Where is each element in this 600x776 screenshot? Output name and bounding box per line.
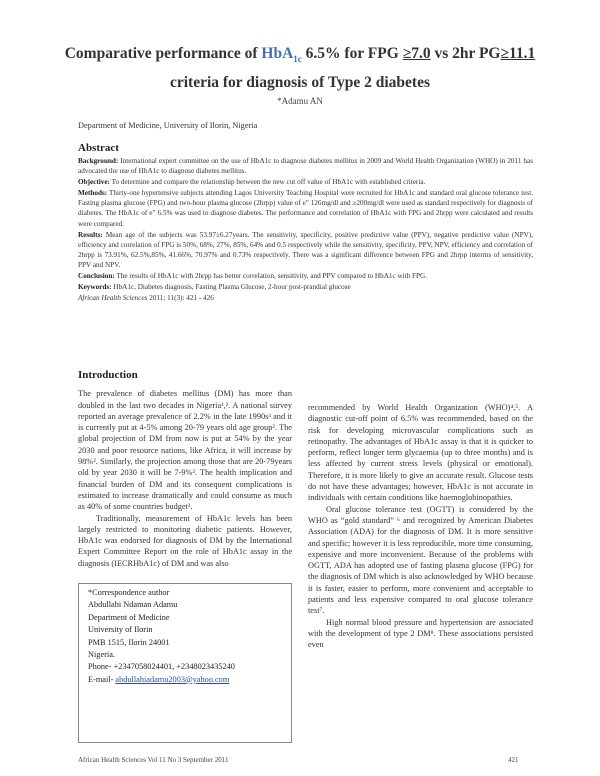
footer-page-number: 421: [508, 756, 519, 764]
abstract-conclusion: Conclusion: The results of HbA1c with 2hrpp has better correlation, sensitivity, and PPV compared to HbA1c with FPG.: [78, 272, 428, 281]
right-paragraph-2: Oral glucose tolerance test (OGTT) is considered by the WHO as “gold standard” ⁶ and recognized by American Diabetes Association (ADA) for the diagnosis of DM. It is more sensitive and specific; however it is less reproducible, more time consuming, expensive and more inconvenient. Because of the problems with OGTT, ADA has adopted use of fasting plasma glucose (FPG) for the diagnosis of DM which is also acknowledged by WHO because it is faster, easier to perform, more convenient and acceptable to patients and less expensive compared to oral glucose tolerance test⁷.: [308, 504, 533, 616]
abstract-objective: Objective: To determine and compare the relationship between the new cut off value of HbA1c with established criteria.: [78, 178, 426, 187]
correspondence-university: University of Ilorin: [88, 625, 153, 635]
affiliation: Department of Medicine, University of Ilorin, Nigeria: [78, 121, 258, 130]
intro-paragraph-1: The prevalence of diabetes mellitus (DM) has more than doubled in the last two decades in Nigeria¹,². A national survey reported an average prevalence of 2.2% in the late 1990s³ and it is currently put at 4-5% among 20-79 years old age group². The global projection of DM from now is put at 54% by the year 2030 and poor resource nations, like Africa, it will increase by 98%². Similarly, the projection among those that are 20-79years old by year 2030 it will be 7-9%². The health implication and financial burden of DM and its consequent complications is estimated to increase dramatically and could consume as much as 40% of some countries budget³.: [78, 389, 292, 512]
correspondence-email-row: E-mail- abdullahiadamu2003@yahoo.com: [88, 674, 230, 684]
introduction-heading: Introduction: [78, 369, 138, 381]
correspondence-box: [78, 583, 292, 743]
right-column: [308, 402, 533, 651]
left-column: [78, 370, 292, 569]
abstract-results: Results: Mean age of the subjects was 53.97±6.27years. The sensitivity, specificity, positive predictive value (PPV), negative predictive value (NPV), efficiency and correlation of FPG is 50%, 68%, 27%, 85%, 64% and 0.5 respectively while the sensitivity, specificity, PPV, NPV, efficiency and correlation of 2hrpp is 73.91%, 62.5%,85%, 41.66%, 70.97% and 0.73% respectively. There was a significant difference between FPG and 2hrpp interms of sensitivity, PPV and NPV.: [78, 230, 533, 270]
correspondence-email-link[interactable]: abdullahiadamu2003@yahoo.com: [115, 674, 230, 684]
abstract-background: Background: International expert committee on the use of HbA1c to diagnose diabetes mellitus in 2009 and World Health Organization (WHO) in 2011 has advocated the use of HbA1c to diagnose diabetes mellitus.: [78, 157, 533, 176]
correspondence-phone: Phone- +2347058024401, +2348023435240: [88, 662, 235, 672]
correspondence-country: Nigeria.: [88, 650, 115, 660]
correspondence-department: Department of Medicine: [88, 612, 170, 622]
correspondence-name: Abdullahi Ndaman Adamu: [88, 600, 178, 610]
abstract-citation: African Health Sciences 2011; 11(3): 421 - 426: [78, 293, 214, 302]
correspondence-heading: *Correspondence author: [88, 588, 170, 597]
correspondence-address: PMB 1515, Ilorin 24001: [88, 637, 170, 647]
abstract-methods: Methods: Thirty-one hypertensive subjects attending Lagos University Teaching Hospital were recruited for HbA1c and standard oral glucose tolerance test. Fasting plasma glucose (FPG) and two-hour plasma glucose (2hrpp) value of e" 126mg/dl and ≥200mg/dl were used as standard respectively for diagnosis of diabetes. The HbA1c of e" 6.5% was used to diagnose diabetes. The performance and correlation of HbA1c with FPG and 2hrpp were calculated and results were compared.: [78, 188, 533, 228]
right-paragraph-3: High normal blood pressure and hypertension are associated with the development of type 2 DM⁸. These associations persisted even: [308, 617, 533, 650]
abstract-heading: Abstract: [78, 142, 119, 154]
intro-paragraph-2: Traditionally, measurement of HbA1c levels has been largely restricted to monitoring diabetic patients. However, HbA1c was endorsed for diagnosis of DM by the International Expert Committee Report on the role of HbA1c assay in the diagnosis (IECRHbA1c) of DM and was also: [78, 513, 292, 568]
title-hba-term: HbA$_{1c}$: [261, 45, 302, 65]
footer-journal: African Health Sciences Vol 11 No 3 September 2011: [78, 756, 229, 764]
right-paragraph-1: recommended by World Health Organization (WHO)⁴,⁵. A diagnostic cut-off point of 6.5% was recommended, based on the risk for developing microvascular complications such as retinopathy. The advantages of HbA1c assay is that it is quicker to perform, reflect longer term glycaemia (up to three months) and is less affected by current stress levels (physical or emotional). Therefore, it is more likely to give an accurate result. Glucose tests do not have these advantages; however, HbA1c is not accurate in individuals with certain conditions like haemoglobinopathies.: [308, 403, 533, 503]
abstract-keywords: Keywords: HbA1c, Diabetes diagnosis, Fasting Plasma Glucose, 2-hour post-prandial glucose: [78, 283, 351, 292]
abstract-body: [78, 156, 533, 304]
article-title: Comparative performance of HbA$_{1c}$ 6.5% for FPG ≥7.0 vs 2hr PG≥11.1 criteria for diagnosis of Type 2 diabetes: [64, 45, 536, 92]
author-name: *Adamu AN: [277, 96, 323, 106]
